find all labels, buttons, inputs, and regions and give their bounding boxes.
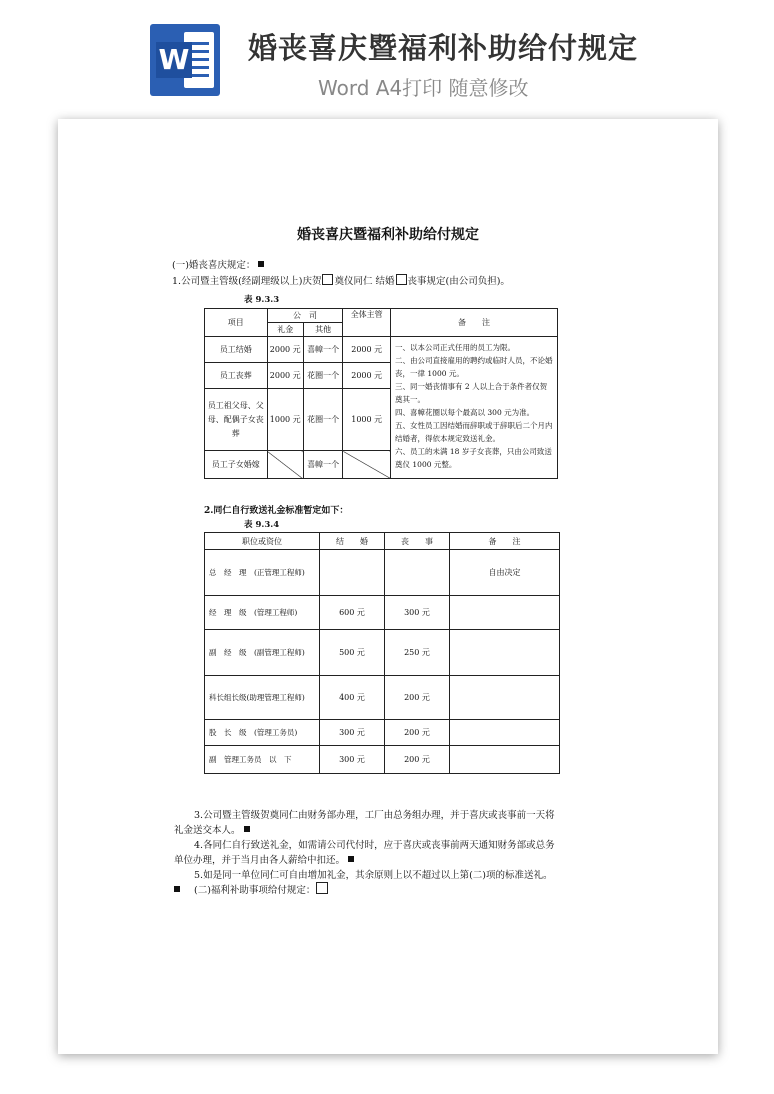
table-1 <box>204 308 558 479</box>
item-4-line-a: 4.各同仁自行致送礼金，如需请公司代付时，应于喜庆或丧事前两天通知财务部或总务 <box>194 840 555 851</box>
square-bullet-icon <box>174 886 180 892</box>
header-title: 婚丧喜庆暨福利补助给付规定 <box>248 31 639 65</box>
table-2 <box>204 532 560 774</box>
table-2-position: 副 管理工务员 以 下 <box>205 746 320 774</box>
note-line: 三、同一婚丧情事有 2 人以上合于条件者仅贺奠其一。 <box>395 382 548 404</box>
table-1-other: 花圈一个 <box>303 389 342 451</box>
table-1-header-item: 项目 <box>205 309 268 337</box>
checkbox-icon <box>322 274 333 285</box>
table-row <box>205 720 560 746</box>
item-1 <box>172 273 510 287</box>
item-1-text-c: 丧事规定(由公司负担)。 <box>407 276 510 287</box>
table-1-header-note: 备 注 <box>391 309 558 337</box>
square-bullet-icon <box>244 826 250 832</box>
table-2-note <box>450 746 560 774</box>
header-subtitle: Word A4打印 随意修改 <box>318 76 529 100</box>
word-icon <box>150 24 220 96</box>
square-bullet-icon <box>258 261 264 267</box>
table-1-other: 喜幛一个 <box>303 451 342 479</box>
table-2-wedding: 300 元 <box>320 720 385 746</box>
item-1-text-b: 奠仪同仁 结婚 <box>334 276 395 287</box>
word-icon-letter: W <box>156 42 192 78</box>
table-2-position: 副 经 级 (副管理工程师) <box>205 630 320 676</box>
square-bullet-icon <box>348 856 354 862</box>
document-title: 婚丧喜庆暨福利补助给付规定 <box>297 227 479 243</box>
section-1-heading <box>172 257 264 271</box>
table-2-note: 自由决定 <box>450 550 560 596</box>
checkbox-icon <box>316 882 328 894</box>
note-line: 四、喜幛花圈以每个最高以 300 元为准。 <box>395 408 535 417</box>
table-2-funeral: 250 元 <box>385 630 450 676</box>
checkbox-icon <box>396 274 407 285</box>
item-2: 2.同仁自行致送礼金标准暂定如下： <box>204 506 349 516</box>
note-line: 五、女性员工因结婚而辞职或于辞职后二个月内结婚者，得依本规定致送礼金。 <box>395 421 553 443</box>
table-2-funeral <box>385 550 450 596</box>
table-row <box>205 630 560 676</box>
table-2-position: 股 长 级 (管理工务员) <box>205 720 320 746</box>
table-1-header-all: 全体主管 <box>343 309 391 337</box>
table-2-wedding: 400 元 <box>320 676 385 720</box>
table-2-wedding: 500 元 <box>320 630 385 676</box>
table-1-gift: 1000 元 <box>267 389 303 451</box>
table-2-funeral: 300 元 <box>385 596 450 630</box>
table-2-funeral: 200 元 <box>385 720 450 746</box>
table-2-note <box>450 596 560 630</box>
table-1-all: 2000 元 <box>343 363 391 389</box>
table-1-item: 员工结婚 <box>205 337 268 363</box>
item-1-text-a: 1.公司暨主管级(经副理级以上)庆贺 <box>172 276 322 287</box>
table-1-all: 2000 元 <box>343 337 391 363</box>
table-2-position: 科长组长级(助理管理工程师) <box>205 676 320 720</box>
table-2-position: 经 理 级 (管理工程师) <box>205 596 320 630</box>
table-1-header-gift: 礼金 <box>267 323 303 337</box>
table-1-gift: 2000 元 <box>267 363 303 389</box>
document-page <box>58 119 718 1054</box>
table-2-header-position: 职位或资位 <box>205 533 320 550</box>
table-2-header-funeral: 丧 事 <box>385 533 450 550</box>
table-1-all: 1000 元 <box>343 389 391 451</box>
note-line: 一、以本公司正式任用的员工为限。 <box>395 343 516 352</box>
table-1-header-other: 其他 <box>303 323 342 337</box>
preview-header <box>0 0 774 110</box>
table-row <box>205 676 560 720</box>
table-1-notes <box>391 337 558 479</box>
item-4-text-b: 单位办理，并于当月由各人薪给中扣还。 <box>174 855 346 866</box>
table-2-header-wedding: 结 婚 <box>320 533 385 550</box>
table-1-other: 花圈一个 <box>303 363 342 389</box>
table-row <box>205 596 560 630</box>
table-2-header-note: 备 注 <box>450 533 560 550</box>
table-1-other: 喜幛一个 <box>303 337 342 363</box>
item-3-line-b <box>174 822 250 836</box>
table-1-all-empty <box>343 451 391 479</box>
table-1-item: 员工祖父母、父母、配偶子女丧葬 <box>205 389 268 451</box>
table-1-gift: 2000 元 <box>267 337 303 363</box>
section-2-text: (二)福利补助事项给付规定： <box>194 885 316 896</box>
table-2-note <box>450 630 560 676</box>
table-row <box>205 550 560 596</box>
section-2-heading <box>174 882 329 896</box>
note-line: 六、员工的未满 18 岁子女丧葬，只由公司致送奠仪 1000 元整。 <box>395 447 552 469</box>
item-4-line-b <box>174 852 354 866</box>
table-2-wedding: 600 元 <box>320 596 385 630</box>
table-2-caption: 表 9.3.4 <box>244 520 280 530</box>
table-2-funeral: 200 元 <box>385 746 450 774</box>
table-2-note <box>450 676 560 720</box>
table-1-header-company: 公 司 <box>267 309 343 323</box>
table-2-note <box>450 720 560 746</box>
section-1-text: (一)婚丧喜庆规定： <box>172 260 256 271</box>
table-2-wedding: 300 元 <box>320 746 385 774</box>
table-row <box>205 337 558 363</box>
table-2-wedding <box>320 550 385 596</box>
table-2-position: 总 经 理 (正管理工程师) <box>205 550 320 596</box>
table-1-item: 员工丧葬 <box>205 363 268 389</box>
item-3-text-b: 礼金送交本人。 <box>174 825 241 836</box>
note-line: 二、由公司直接雇用的聘约或临时人员，不论婚丧，一律 1000 元。 <box>395 356 553 378</box>
item-5: 5.如是同一单位同仁可自由增加礼金，其余原则上以不超过以上第(二)项的标准送礼。 <box>194 870 553 881</box>
table-row <box>205 746 560 774</box>
item-3-line-a: 3.公司暨主管级贺奠同仁由财务部办理，工厂由总务组办理，并于喜庆或丧事前一天将 <box>194 810 555 821</box>
table-1-caption: 表 9.3.3 <box>244 295 280 305</box>
table-1-gift-empty <box>267 451 303 479</box>
table-1-item: 员工子女婚嫁 <box>205 451 268 479</box>
table-2-funeral: 200 元 <box>385 676 450 720</box>
